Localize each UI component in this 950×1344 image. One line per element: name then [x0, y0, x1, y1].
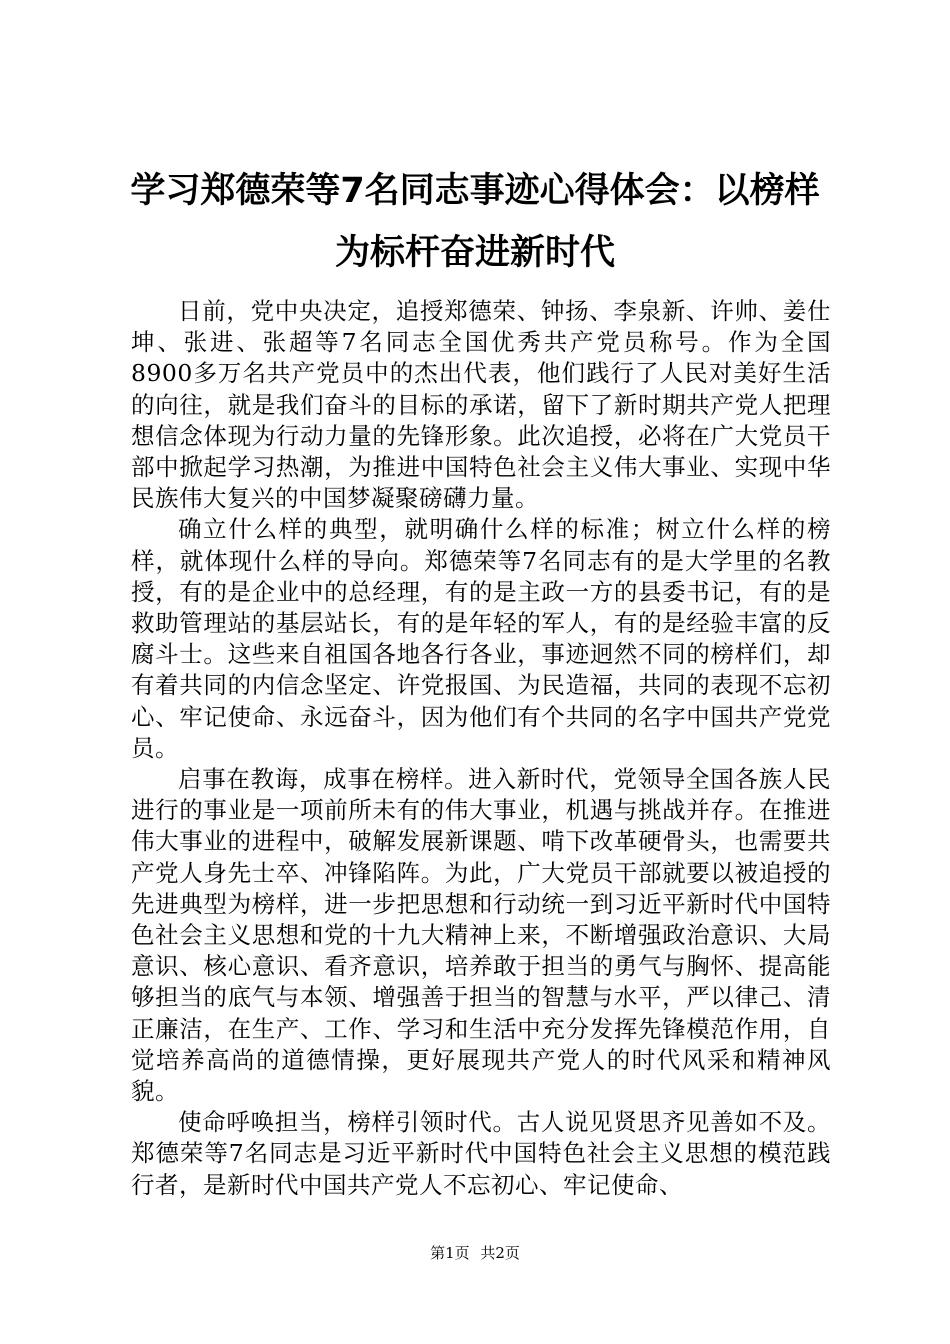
page-number-total: 共2页: [480, 1244, 520, 1262]
paragraph-4: 使命呼唤担当，榜样引领时代。古人说见贤思齐见善如不及。郑德荣等7名同志是习近平新时代中国特色社会主义思想的模范践行者，是新时代中国共产党人不忘初心、牢记使命、: [131, 1108, 831, 1199]
paragraph-1: 日前，党中央决定，追授郑德荣、钟扬、李泉新、许帅、姜仕坤、张进、张超等7名同志全国优秀共产党员称号。作为全国8900多万名共产党员中的杰出代表，他们践行了人民对美好生活的向往，就是我们奋斗的目标的承诺，留下了新时期共产党人把理想信念体现为行动力量的先锋形象。此次追授，必将在广大党员干部中掀起学习热潮，为推进中国特色社会主义伟大事业、实现中华民族伟大复兴的中国梦凝聚磅礴力量。: [131, 297, 831, 513]
paragraph-2: 确立什么样的典型，就明确什么样的标准；树立什么样的榜样，就体现什么样的导向。郑德荣等7名同志有的是大学里的名教授，有的是企业中的总经理，有的是主政一方的县委书记，有的是救助管理站的基层站长，有的是年轻的军人，有的是经验丰富的反腐斗士。这些来自祖国各地各行各业，事迹迥然不同的榜样们，却有着共同的内信念坚定、许党报国、为民造福，共同的表现不忘初心、牢记使命、永远奋斗，因为他们有个共同的名字中国共产党党员。: [131, 515, 831, 762]
document-body: [131, 296, 831, 1201]
page-number-current: 第1页: [430, 1244, 470, 1262]
page-footer: [0, 1243, 950, 1263]
document-title: 学习郑德荣等7名同志事迹心得体会：以榜样为标杆奋进新时代: [130, 171, 820, 273]
paragraph-3: 启事在教诲，成事在榜样。进入新时代，党领导全国各族人民进行的事业是一项前所未有的伟大事业，机遇与挑战并存。在推进伟大事业的进程中，破解发展新课题、啃下改革硬骨头，也需要共产党人身先士卒、冲锋陷阵。为此，广大党员干部就要以被追授的先进典型为榜样，进一步把思想和行动统一到习近平新时代中国特色社会主义思想和党的十九大精神上来，不断增强政治意识、大局意识、核心意识、看齐意识，培养敢于担当的勇气与胸怀、提高能够担当的底气与本领、增强善于担当的智慧与水平，严以律己、清正廉洁，在生产、工作、学习和生活中充分发挥先锋模范作用，自觉培养高尚的道德情操，更好展现共产党人的时代风采和精神风貌。: [131, 765, 831, 1106]
